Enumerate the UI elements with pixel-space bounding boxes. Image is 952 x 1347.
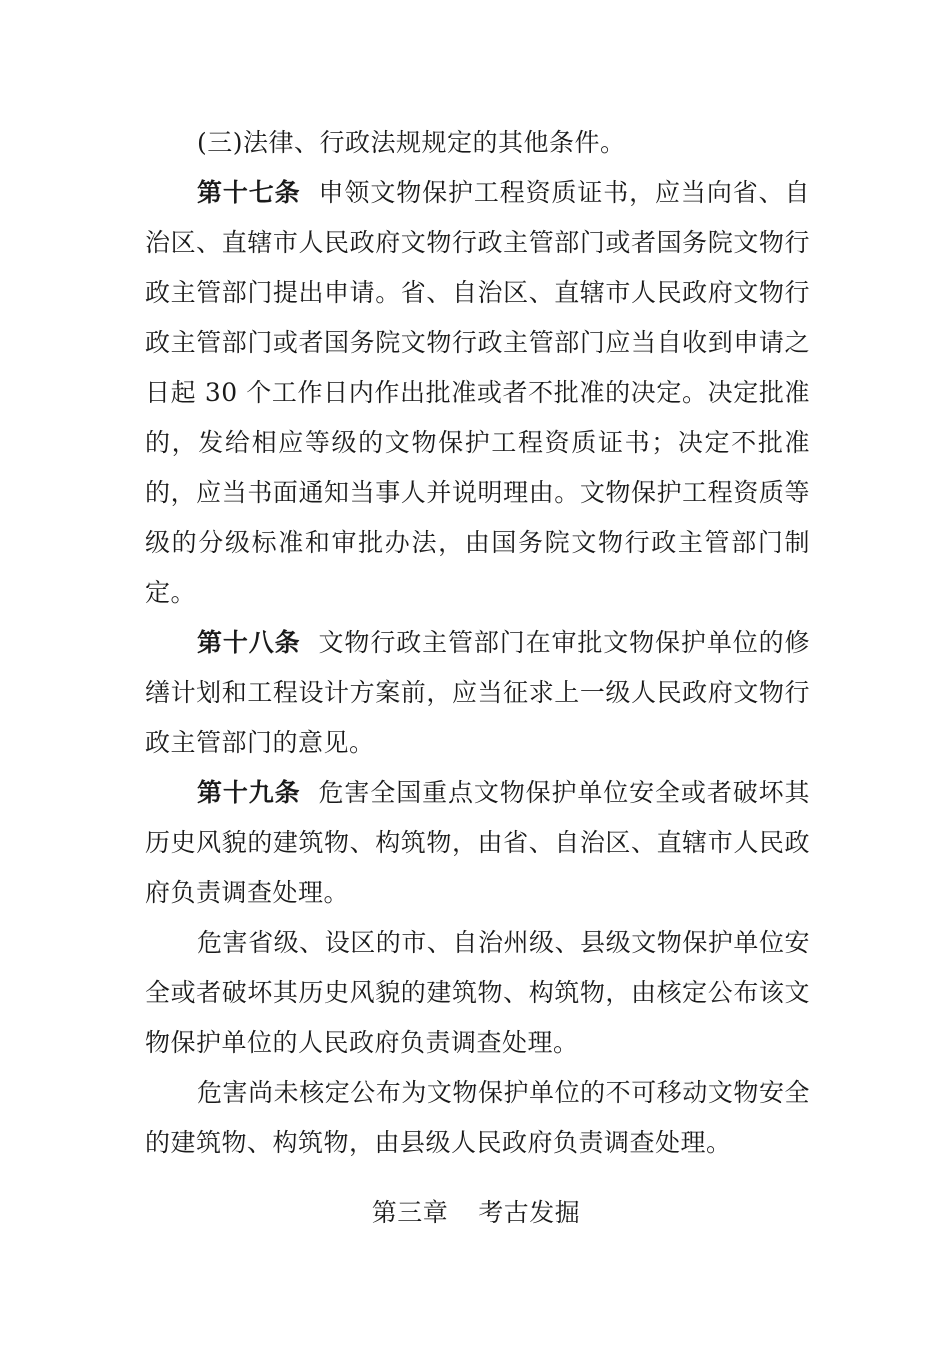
article-label: 第十九条 [197,778,301,807]
item-3-paragraph [145,118,810,168]
paragraph-text: 危害全国重点文物保护单位安全或者破坏其历史风貌的建筑物、构筑物，由省、自治区、直辖市人民政府负责调查处理。 [145,778,810,907]
article-17-paragraph [145,168,810,618]
chapter-number: 第三章 [371,1198,449,1227]
article-label: 第十七条 [197,178,301,207]
paragraph-text: 申领文物保护工程资质证书，应当向省、自治区、直辖市人民政府文物行政主管部门或者国务院文物行政主管部门提出申请。省、自治区、直辖市人民政府文物行政主管部门或者国务院文物行政主管部门应当自收到申请之日起 30 个工作日内作出批准或者不批准的决定。决定批准的，发给相应等级的文物保护工程资质证书；决定不批准的，应当书面通知当事人并说明理由。文物保护工程资质等级的分级标准和审批办法，由国务院文物行政主管部门制定。 [145,178,810,607]
chapter-heading [0,1188,952,1238]
article-label: 第十八条 [197,628,301,657]
document-body [145,118,810,1168]
article-18-paragraph [145,618,810,768]
article-19-third-paragraph [145,1068,810,1168]
paragraph-text: 危害尚未核定公布为文物保护单位的不可移动文物安全的建筑物、构筑物，由县级人民政府负责调查处理。 [145,1078,810,1157]
chapter-title: 考古发掘 [478,1198,581,1227]
article-19-paragraph [145,768,810,918]
paragraph-text: (三)法律、行政法规规定的其他条件。 [197,128,626,157]
article-19-second-paragraph [145,918,810,1068]
paragraph-text: 危害省级、设区的市、自治州级、县级文物保护单位安全或者破坏其历史风貌的建筑物、构筑物，由核定公布该文物保护单位的人民政府负责调查处理。 [145,928,810,1057]
paragraph-text: 文物行政主管部门在审批文物保护单位的修缮计划和工程设计方案前，应当征求上一级人民政府文物行政主管部门的意见。 [145,628,810,757]
